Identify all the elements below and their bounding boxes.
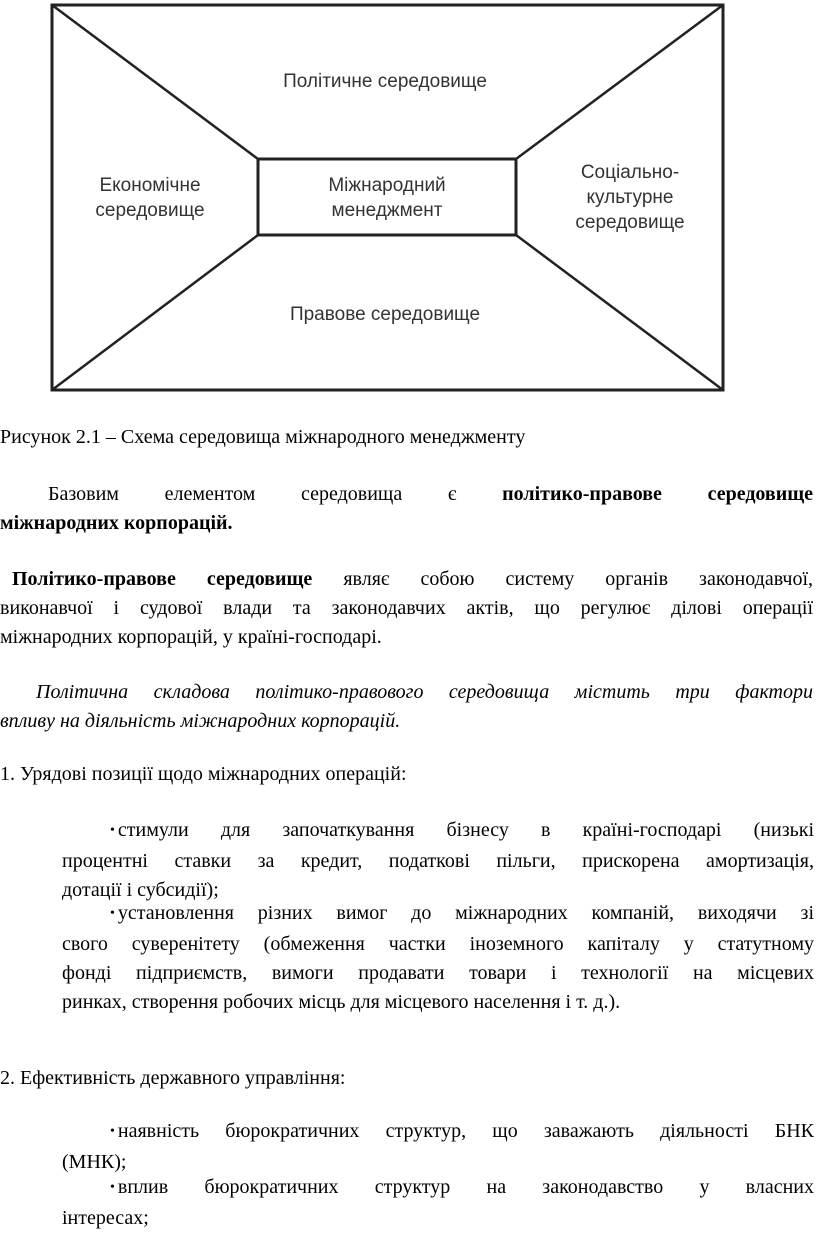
item-2-bullet-2	[62, 1173, 814, 1233]
legal-environment-label: Правове середовище	[289, 304, 481, 325]
item-2-bullet-1-text-1: наявність бюрократичних структур, що заважають діяльності БНК	[117, 1120, 814, 1142]
item-2-bullet-1-line-2: (МНК);	[62, 1151, 127, 1173]
p1-start: Базовим елементом середовища є	[48, 483, 457, 505]
international-management-label	[262, 173, 512, 223]
bullet-icon	[110, 819, 118, 841]
diagonal-bottom-left	[52, 235, 258, 390]
paragraph-base-element	[0, 480, 813, 538]
p1-bold-2: міжнародних корпорацій.	[0, 512, 233, 534]
p2-rest-1: являє собою систему органів законодавчої,	[343, 568, 814, 590]
item-1-bullet-2-line-3: фонді підприємств, вимоги продавати товари і технології на місцевих	[62, 962, 814, 984]
item-1-bullet-2-line-1	[62, 899, 814, 930]
item-2-bullet-1	[62, 1117, 814, 1177]
item-1-bullet-2	[62, 899, 814, 1017]
bullet-icon	[110, 902, 118, 924]
item-2-bullet-2-line-1	[62, 1173, 814, 1204]
economic-environment-label	[60, 173, 240, 223]
item-1-bullet-1	[62, 816, 814, 905]
item-1-bullet-2-line-4: ринках, створення робочих місць для місцевого населення і т. д.).	[62, 991, 621, 1013]
p2-bold: Політико-правове середовище	[12, 568, 313, 590]
p3-italic-1: Політична складова політико-правового середовища містить три фактори	[36, 681, 813, 703]
item-1-bullet-1-text-1: стимули для започаткування бізнесу в країні-господарі (низькі	[117, 819, 814, 841]
diagonal-top-right	[516, 5, 723, 159]
p1-line-1	[0, 480, 813, 509]
item-2-title: 2. Ефективність державного управління:	[0, 1067, 346, 1089]
p3-line-2	[0, 707, 813, 736]
figure-caption: Рисунок 2.1 – Схема середовища міжнародного менеджменту	[0, 426, 526, 448]
item-1-bullet-1-line-2: процентні ставки за кредит, податкові пільги, прискорена амортизація,	[62, 850, 814, 872]
item-2-bullet-2-line-2: інтересах;	[62, 1207, 149, 1229]
item-1-bullet-1-line-1	[62, 816, 814, 847]
center-label-line-1: Міжнародний	[328, 175, 446, 196]
diagonal-top-left	[52, 5, 258, 159]
paragraph-political-component	[0, 678, 813, 736]
political-environment-label: Політичне середовище	[283, 71, 487, 92]
economic-label-line-1: Економічне	[99, 175, 201, 196]
item-2-bullet-1-line-1	[62, 1117, 814, 1148]
item-1-bullet-1-line-3: дотації і субсидії);	[62, 879, 219, 901]
social-label-line-3: середовище	[575, 212, 685, 233]
paragraph-political-legal-definition	[0, 565, 813, 652]
bullet-icon	[110, 1176, 118, 1198]
item-2-bullet-2-text-1: вплив бюрократичних структур на законодавство у власних	[117, 1176, 814, 1198]
economic-label-line-2: середовище	[95, 200, 205, 221]
social-label-line-2: культурне	[586, 187, 674, 208]
item-1-title: 1. Урядові позиції щодо міжнародних операцій:	[0, 763, 407, 785]
p3-line-1	[0, 678, 813, 707]
item-1-bullet-2-line-2: свого суверенітету (обмеження частки іноземного капіталу у статутному	[62, 933, 814, 955]
bullet-icon	[110, 1120, 118, 1142]
sociocultural-environment-label	[540, 160, 720, 235]
p2-line-1	[0, 565, 813, 594]
item-1-bullet-2-text-1: установлення різних вимог до міжнародних компаній, виходячи зі	[117, 902, 814, 924]
social-label-line-1: Соціально-	[580, 162, 680, 183]
p3-italic-2: впливу на діяльність міжнародних корпорацій.	[0, 710, 401, 732]
p1-bold-1: політико-правове середовище	[502, 483, 814, 505]
diagonal-bottom-right	[516, 235, 723, 390]
p2-line-3: міжнародних корпорацій, у країні-господарі.	[0, 626, 382, 648]
p2-line-2: виконавчої і судової влади та законодавчих актів, що регулює ділові операції	[0, 597, 813, 619]
center-label-line-2: менеджмент	[331, 200, 443, 221]
p1-line-2	[0, 509, 813, 538]
